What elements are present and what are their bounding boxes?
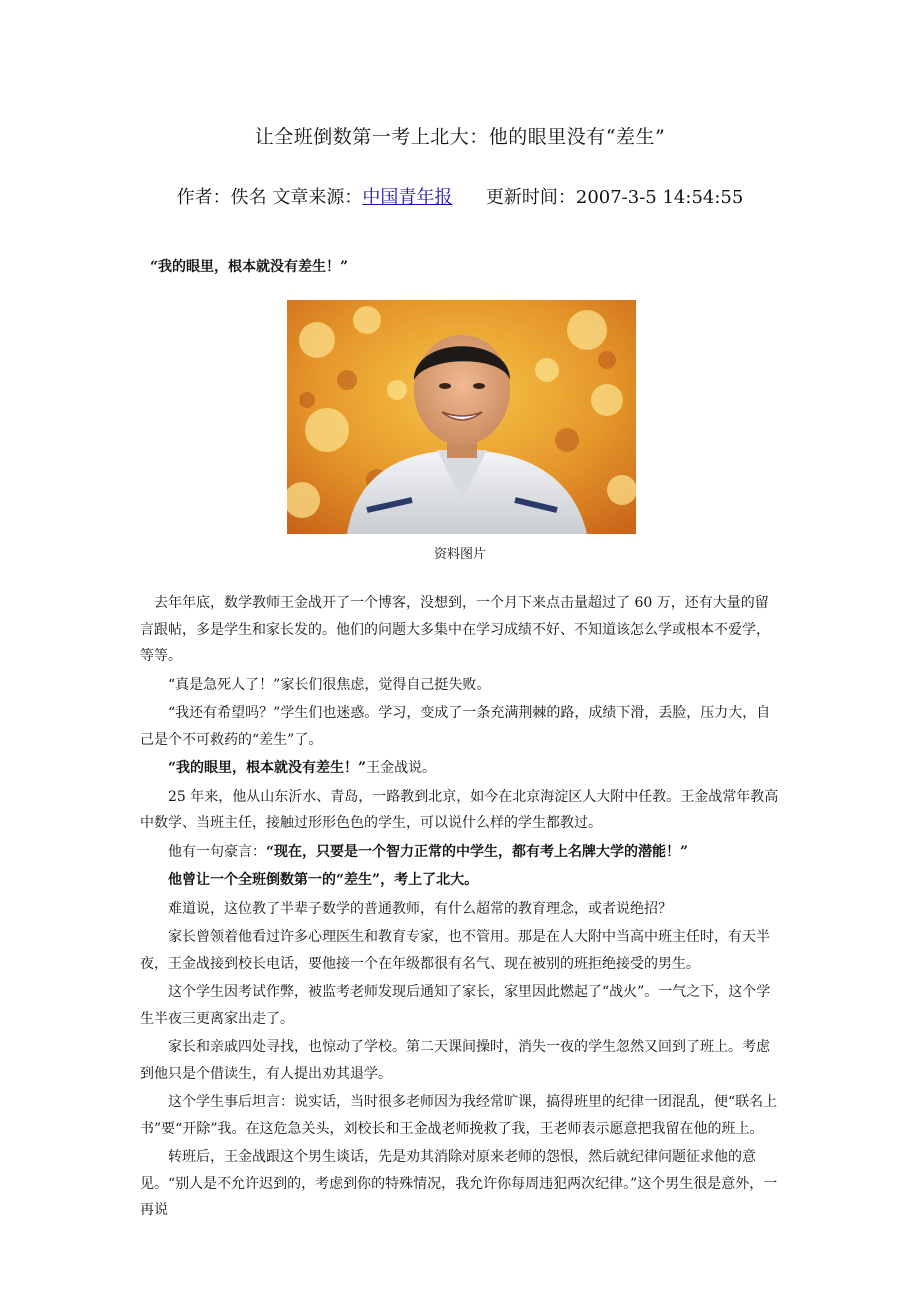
- teacher-portrait-image: [287, 300, 636, 534]
- photo-caption: 资料图片: [433, 547, 486, 562]
- paragraph: 25 年来，他从山东沂水、青岛，一路教到北京，如今在北京海淀区人大附中任教。王金战常年教高中数学、当班主任，接触过形形色色的学生，可以说什么样的学生都教过。: [140, 788, 779, 831]
- quote-attribution: 王金战说。: [366, 760, 437, 776]
- paragraph: 难道说，这位教了半辈子数学的普通教师，有什么超常的教育理念，或者说绝招？: [168, 900, 672, 917]
- quote-intro: 他有一句豪言：: [168, 843, 266, 860]
- paragraph: [140, 839, 780, 866]
- bold-quote: “我的眼里，根本就没有差生！”: [168, 760, 367, 776]
- article-body: [140, 590, 780, 1226]
- bold-statement: 他曾让一个全班倒数第一的“差生”，考上了北大。: [168, 872, 479, 888]
- source-link[interactable]: 中国青年报: [362, 187, 453, 208]
- paragraph: “真是急死人了！”家长们很焦虑，觉得自己挺失败。: [168, 676, 491, 693]
- paragraph: 家长和亲戚四处寻找，也惊动了学校。第二天课间操时，消失一夜的学生忽然又回到了班上。考虑到他只是个借读生，有人提出劝其退学。: [140, 1039, 770, 1082]
- article-title: 让全班倒数第一考上北大：他的眼里没有“差生”: [254, 126, 666, 148]
- paragraph: 家长曾领着他看过许多心理医生和教育专家，也不管用。那是在人大附中当高中班主任时，有天半夜，王金战接到校长电话，要他接一个在年级都很有名气、现在被别的班拒绝接受的男生。: [140, 929, 770, 972]
- updated-time: 更新时间：2007-3-5 14:54:55: [485, 187, 744, 208]
- article-photo: [287, 300, 636, 534]
- paragraph: “我还有希望吗？”学生们也迷惑。学习，变成了一条充满荆棘的路，成绩下滑，丢脸，压力大，自己是个不可救药的“差生”了。: [140, 705, 771, 748]
- paragraph: 转班后，王金战跟这个男生谈话，先是劝其消除对原来老师的怨恨，然后就纪律问题征求他的意见。“别人是不允许迟到的，考虑到你的特殊情况，我允许你每周违犯两次纪律。”这个男生很是意外，一再说: [140, 1149, 778, 1218]
- lead-quote: “我的眼里，根本就没有差生！”: [150, 259, 349, 275]
- paragraph: 这个学生事后坦言：说实话，当时很多老师因为我经常旷课，搞得班里的纪律一团混乱，便“联名上书”要“开除”我。在这危急关头，刘校长和王金战老师挽救了我，王老师表示愿意把我留在他的班上。: [140, 1094, 778, 1137]
- source-label: 文章来源：: [272, 187, 363, 208]
- paragraph: 去年年底，数学教师王金战开了一个博客，没想到，一个月下来点击量超过了 60 万，还有大量的留言跟帖，多是学生和家长发的。他们的问题大多集中在学习成绩不好、不知道该怎么学或根本不爱学，等等。: [140, 595, 770, 664]
- paragraph: [140, 755, 780, 782]
- paragraph: 这个学生因考试作弊，被监考老师发现后通知了家长，家里因此燃起了“战火”。一气之下，这个学生半夜三更离家出走了。: [140, 984, 771, 1027]
- bold-quote: “现在，只要是一个智力正常的中学生，都有考上名牌大学的潜能！”: [266, 843, 689, 860]
- author-label: 作者：佚名: [176, 187, 267, 208]
- paragraph: [140, 867, 780, 894]
- article-meta: [0, 183, 920, 209]
